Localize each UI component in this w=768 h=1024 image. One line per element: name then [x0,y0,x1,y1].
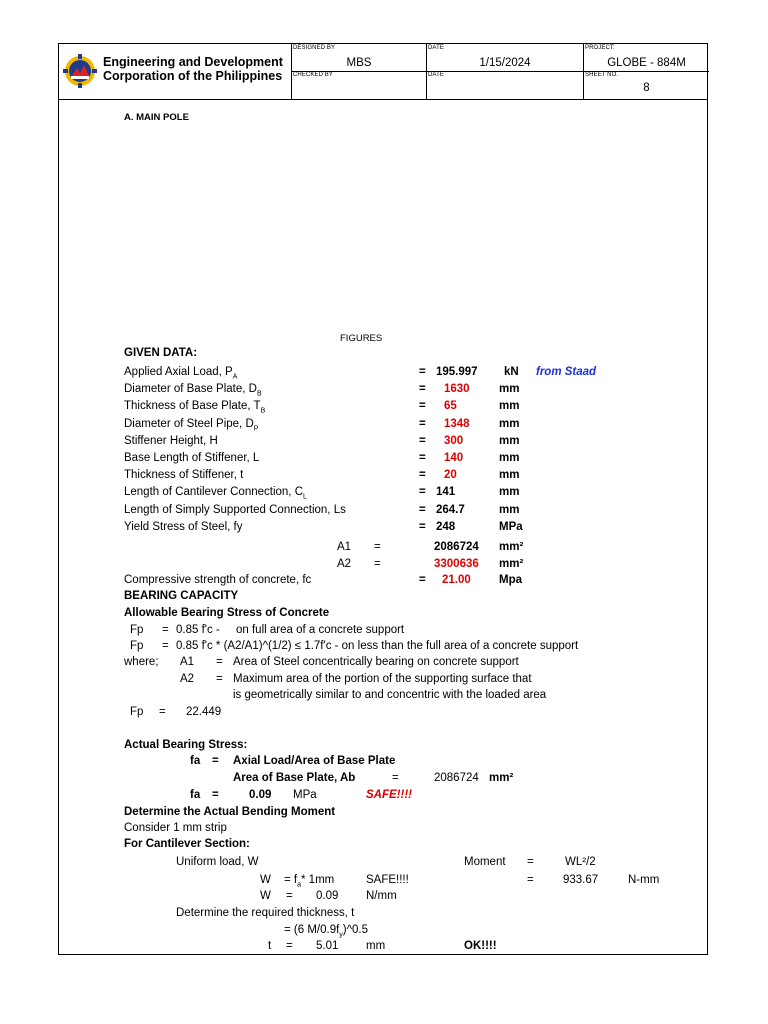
given-note: from Staad [536,366,597,378]
where-a2-desc: Maximum area of the portion of the supporting surface that [233,673,532,685]
given-value: 264.7 [436,504,465,516]
fp2-formula: 0.85 f'c * (A2/A1)^(1/2) ≤ 1.7f'c - on less than the full area of a concrete support [176,640,579,652]
fp1-eq: = [162,624,169,636]
given-label: Thickness of Stiffener, t [124,469,244,481]
a2-value: 3300636 [434,558,479,570]
title-block [59,44,707,100]
t-status: OK!!!! [464,940,497,952]
t-unit: mm [366,940,386,952]
where-a2-desc2: is geometrically similar to and concentric with the loaded area [233,689,547,701]
w2-unit: N/mm [366,890,397,902]
where-a2-eq: = [216,673,223,685]
moment-label: Moment [464,856,506,868]
fa2-eq: = [212,789,219,801]
fp1-desc: on full area of a concrete support [236,624,405,636]
ab-value: 2086724 [434,772,479,784]
given-value: 20 [444,469,457,481]
fp2-label: Fp [130,640,144,652]
fa1-eq: = [212,755,219,767]
w2-value: 0.09 [316,890,339,902]
given-eq: = [419,400,426,412]
given-value: 1630 [444,383,470,395]
fa2-status: SAFE!!!! [366,789,412,801]
fp2-eq: = [162,640,169,652]
where-label: where; [124,656,159,668]
fa2-unit: MPa [293,789,317,801]
uniform-load-label: Uniform load, W [176,856,259,868]
moment-value: 933.67 [563,874,599,886]
given-eq: = [419,486,426,498]
fc-value: 21.00 [442,574,471,586]
given-label: Applied Axial Load, $P_A$ [124,366,238,381]
fa1-label: fa [190,755,201,767]
w1-label: W [260,874,271,886]
section-title: A. MAIN POLE [124,112,189,123]
date-label: DATE [428,45,444,51]
given-label: Diameter of Base Plate, $D_B$ [124,383,262,398]
fa2-value: 0.09 [249,789,272,801]
given-value: 65 [444,400,457,412]
given-eq: = [419,366,426,378]
figures-label: FIGURES [340,333,383,344]
given-eq: = [419,383,426,395]
given-label: Yield Stress of Steel, fy [124,521,243,533]
where-a1-eq: = [216,656,223,668]
fp1-formula: 0.85 f'c - [176,624,220,636]
strip-note: Consider 1 mm strip [124,822,227,834]
fp-result-value: 22.449 [186,706,222,718]
sheet-no-value: 8 [643,82,650,94]
project-value: GLOBE - 884M [607,57,686,69]
fc-eq: = [419,574,426,586]
fp-result-eq: = [159,706,166,718]
given-eq: = [419,435,426,447]
given-value: 140 [444,452,464,464]
moment-formula: WL²/2 [565,856,596,868]
given-unit: mm [499,400,520,412]
given-unit: mm [499,486,520,498]
actual-bearing-title: Actual Bearing Stress: [124,739,248,751]
given-unit: mm [499,469,520,481]
given-unit: mm [499,435,520,447]
w2-eq: = [286,890,293,902]
where-a1: A1 [180,656,195,668]
given-label: Stiffener Height, H [124,435,218,447]
given-value: 195.997 [436,366,478,378]
given-unit: mm [499,418,520,430]
project-label: PROJECT: [585,45,615,51]
fc-unit: Mpa [499,574,522,586]
a2-label: A2 [337,558,352,570]
fa2-label: fa [190,789,201,801]
checked-by-label: CHECKED BY [293,72,334,78]
t-value: 5.01 [316,940,339,952]
moment-unit: N-mm [628,874,660,886]
company-name: Engineering and Development Corporation of the Philippines [103,55,283,83]
given-label: Thickness of Base Plate, $T_B$ [124,400,266,415]
given-data-title: GIVEN DATA: [124,347,198,359]
t-eq: = [286,940,293,952]
company-logo-icon [63,54,97,88]
given-unit: kN [504,366,519,378]
where-a2: A2 [180,673,195,685]
given-value: 248 [436,521,456,533]
bearing-capacity-title: BEARING CAPACITY [124,590,239,602]
a1-eq: = [374,541,381,553]
given-eq: = [419,504,426,516]
given-eq: = [419,469,426,481]
given-eq: = [419,521,426,533]
a1-label: A1 [337,541,352,553]
date-value: 1/15/2024 [479,57,531,69]
fc-label: Compressive strength of concrete, fc [124,574,312,586]
fa1-formula: Axial Load/Area of Base Plate [233,755,396,767]
cantilever-title: For Cantilever Section: [124,838,250,850]
t-label: t [268,940,272,952]
date2-label: DATE [428,72,444,78]
ab-unit: mm² [489,772,514,784]
fp-result-label: Fp [130,706,144,718]
given-eq: = [419,418,426,430]
thickness-formula: = (6 $M/0.9f_y)\^{}0.5$ [284,924,369,939]
given-value: 300 [444,435,464,447]
ab-label: Area of Base Plate, Ab [233,772,356,784]
given-value: 1348 [444,418,470,430]
a1-value: 2086724 [434,541,479,553]
moment-title: Determine the Actual Bending Moment [124,806,336,818]
allowable-bearing-title: Allowable Bearing Stress of Concrete [124,607,330,619]
ab-eq: = [392,772,399,784]
given-unit: MPa [499,521,523,533]
fp1-label: Fp [130,624,144,636]
where-a1-desc: Area of Steel concentrically bearing on concrete support [233,656,519,668]
designed-by-label: DESIGNED BY [293,45,336,51]
given-unit: mm [499,504,520,516]
given-label: Base Length of Stiffener, L [124,452,260,464]
a1-unit: mm² [499,541,524,553]
w1-formula: = $f_a*$ 1mm [284,874,335,889]
w2-label: W [260,890,271,902]
given-unit: mm [499,452,520,464]
w1-status: SAFE!!!! [366,874,409,886]
w1-moment-eq: = [527,874,534,886]
sheet-no-label: SHEET NO. [585,72,619,78]
given-unit: mm [499,383,520,395]
given-label: Length of Simply Supported Connection, Ls [124,504,346,516]
moment-eq: = [527,856,534,868]
designed-by-value: MBS [346,57,372,69]
given-label: Length of Cantilever Connection, $C_L$ [124,486,307,501]
a2-eq: = [374,558,381,570]
given-eq: = [419,452,426,464]
a2-unit: mm² [499,558,524,570]
given-value: 141 [436,486,456,498]
given-label: Diameter of Steel Pipe, $D_P$ [124,418,259,433]
thickness-title: Determine the required thickness, t [176,907,355,919]
